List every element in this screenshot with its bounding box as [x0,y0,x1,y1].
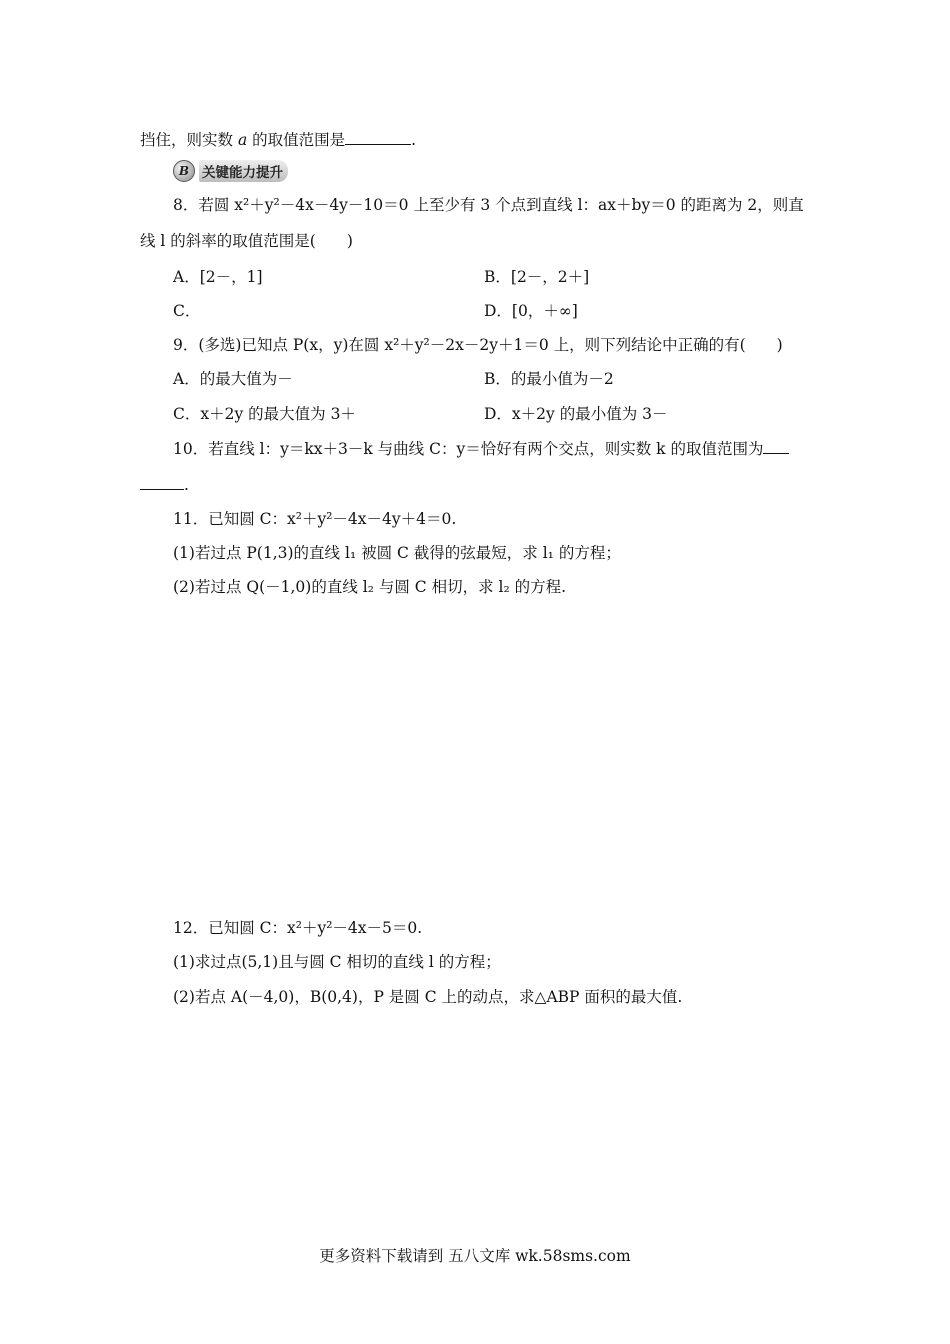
answer-blank [763,437,789,454]
section-badge [173,158,288,184]
q10-line2: . [140,473,189,496]
q12-part2: (2)若点 A(－4,0)，B(0,4)，P 是圆 C 上的动点，求△ABP 面积的最大值. [173,988,683,1006]
var-a: a [237,131,248,149]
q8-option-c: C． [173,302,201,320]
q10-line1: 10．若直线 l：y＝kx＋3－k 与曲线 C：y＝恰好有两个交点，则实数 k 的取值范围为 [173,437,789,460]
q9-option-b: B．的最小值为－2 [484,370,614,388]
q9-option-a: A．的最大值为－ [173,370,293,388]
q11-title: 11．已知圆 C：x²＋y²－4x－4y＋4＝0. [173,510,457,528]
answer-blank [345,128,411,145]
q9-option-d: D．x＋2y 的最小值为 3－ [484,405,668,423]
q7-tail: 挡住，则实数 a 的取值范围是 . [140,128,416,151]
footer-link[interactable]: 更多资料下载请到 五八文库 wk.58sms.com [319,1247,631,1265]
section-title: 关键能力提升 [199,160,288,182]
q12-title: 12．已知圆 C：x²＋y²－4x－5＝0. [173,919,423,937]
q11-part1: (1)若过点 P(1,3)的直线 l₁ 被圆 C 截得的弦最短，求 l₁ 的方程； [173,544,621,562]
q9-option-c: C．x＋2y 的最大值为 3＋ [173,405,356,423]
answer-blank [140,473,184,490]
q8-line2: 线 l 的斜率的取值范围是( ) [140,232,353,250]
q8-line1: 8．若圆 x²＋y²－4x－4y－10＝0 上至少有 3 个点到直线 l：ax＋by＝0 的距离为 2，则直 [173,196,804,214]
section-circle-icon: B [173,160,195,182]
q8-option-b: B．[2－，2＋] [484,268,590,286]
q12-part1: (1)求过点(5,1)且与圆 C 相切的直线 l 的方程； [173,953,501,971]
q9-line1: 9．(多选)已知点 P(x，y)在圆 x²＋y²－2x－2y＋1＝0 上，则下列结论中正确的有( ) [173,336,783,354]
q8-option-a: A．[2－，1] [173,268,263,286]
q8-option-d: D．[0，＋∞] [484,302,578,320]
q11-part2: (2)若过点 Q(－1,0)的直线 l₂ 与圆 C 相切，求 l₂ 的方程. [173,578,567,596]
